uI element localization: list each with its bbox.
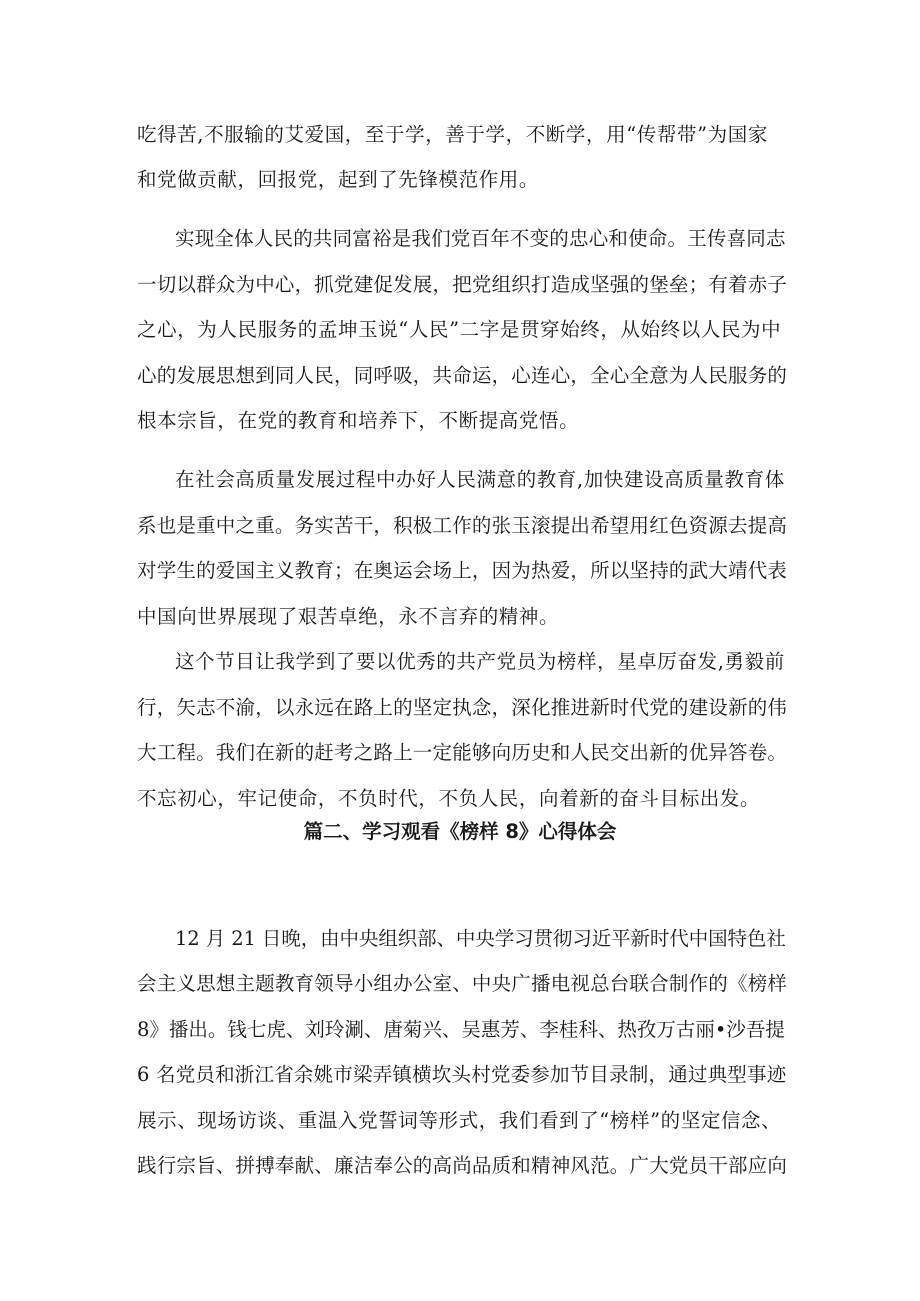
body-line: 8》播出。钱七虎、刘玲涮、唐菊兴、吴惠芳、李桂科、热孜万古丽•沙吾提 [137, 1018, 785, 1041]
body-line: 展示、现场访谈、重温入党誓词等形式，我们看到了“榜样”的坚定信念、 [137, 1109, 782, 1132]
paragraph-first-line: 这个节目让我学到了要以优秀的共产党员为榜样，星卓厉奋发,勇毅前 [175, 650, 785, 673]
body-line: 一切以群众为中心，抓党建促发展，把党组织打造成坚强的堡垒；有着赤子 [137, 273, 788, 296]
body-line: 之心，为人民服务的孟坤玉说“人民”二字是贯穿始终，从始终以人民为中 [137, 318, 782, 341]
body-line: 会主义思想主题教育领导小组办公室、中央广播电视总台联合制作的《榜样 [137, 972, 788, 995]
paragraph-first-line: 在社会高质量发展过程中办好人民满意的教育,加快建设高质量教育体 [175, 468, 785, 491]
paragraph-first-line: 实现全体人民的共同富裕是我们党百年不变的忠心和使命。王传喜同志 [175, 227, 786, 250]
body-line: 行，矢志不渝，以永远在路上的坚定执念，深化推进新时代党的建设新的伟 [137, 696, 788, 719]
body-line: 吃得苦,不服输的艾爱国，至于学，善于学，不断学，用“传帮带”为国家 [137, 123, 768, 146]
body-line: 践行宗旨、拼搏奉献、廉洁奉公的高尚品质和精神风范。广大党员干部应向 [137, 1154, 788, 1177]
body-line: 心的发展思想到同人民，同呼吸，共命运，心连心，全心全意为人民服务的 [137, 364, 788, 387]
body-line: 对学生的爱国主义教育；在奥运会场上，因为热爱，所以坚持的武大靖代表 [137, 559, 788, 582]
body-line: 中国向世界展现了艰苦卓绝，永不言弃的精神。 [137, 605, 560, 628]
body-line: 系也是重中之重。务实苦干，积极工作的张玉滚提出希望用红色资源去提高 [137, 514, 788, 537]
section-heading: 篇二、学习观看《榜样 8》心得体会 [303, 820, 617, 843]
paragraph-first-line: 12 月 21 日晚，由中央组织部、中央学习贯彻习近平新时代中国特色社 [175, 927, 786, 950]
body-line: 根本宗旨，在党的教育和培养下，不断提高党悟。 [137, 409, 580, 432]
body-line: 和党做贡献，回报党，起到了先锋模范作用。 [137, 168, 540, 191]
body-line: 大工程。我们在新的赶考之路上一定能够向历史和人民交出新的优异答卷。 [137, 741, 788, 764]
body-line: 6 名党员和浙江省余姚市梁弄镇横坎头村党委参加节目录制，通过典型事迹 [137, 1063, 787, 1086]
body-line: 不忘初心，牢记使命，不负时代，不负人民，向着新的奋斗目标出发。 [137, 787, 761, 810]
